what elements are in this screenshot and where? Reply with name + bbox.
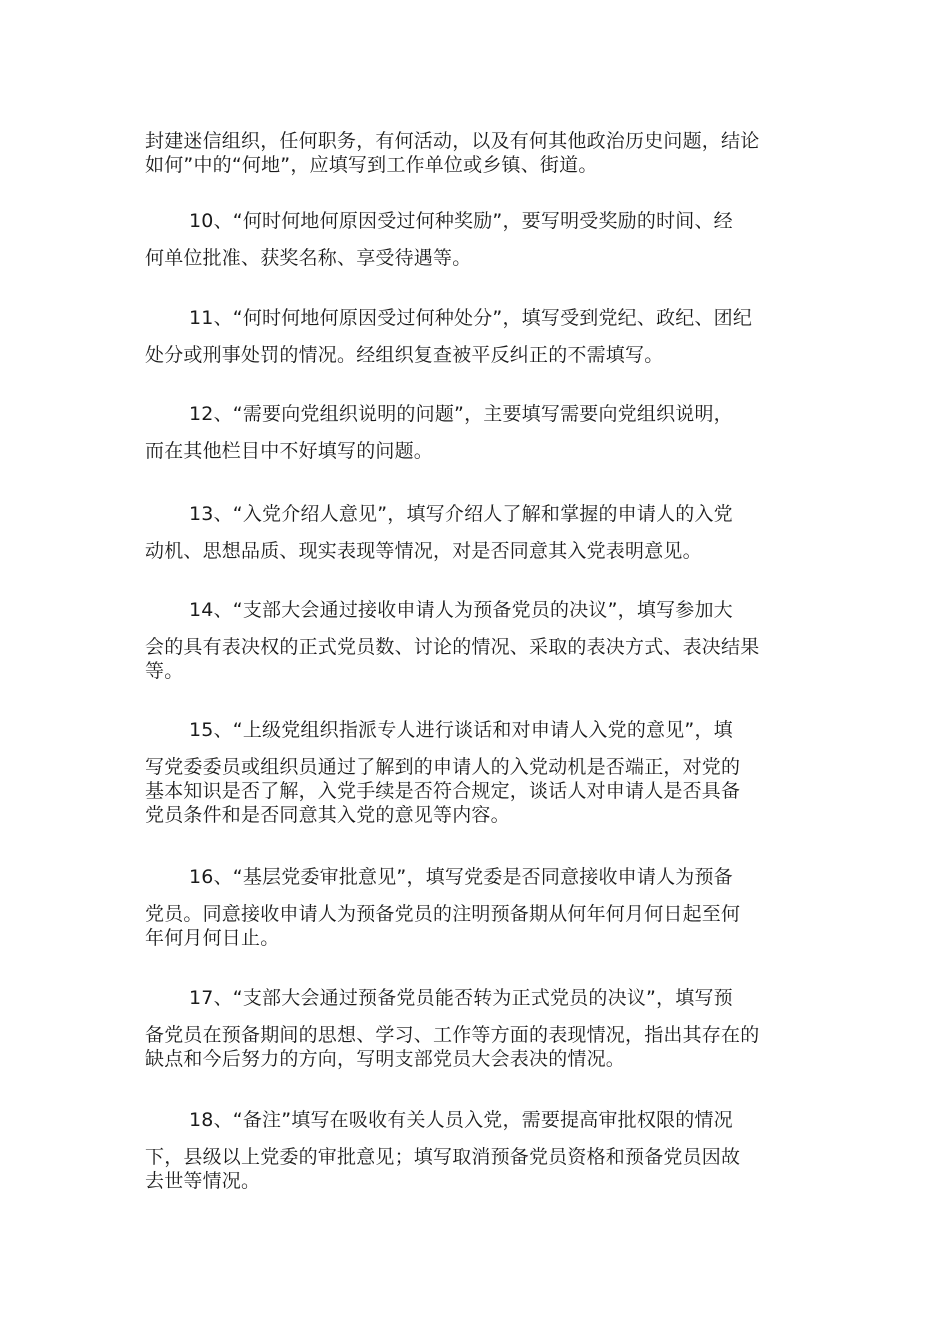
paragraph-line: 动机、思想品质、现实表现等情况，对是否同意其入党表明意见。: [145, 540, 702, 562]
paragraph-line: 14、“支部大会通过接收申请人为预备党员的决议”，填写参加大: [189, 599, 733, 621]
paragraph-line: 12、“需要向党组织说明的问题”，主要填写需要向党组织说明，: [189, 403, 733, 425]
paragraph-line: 10、“何时何地何原因受过何种奖励”，要写明受奖励的时间、经: [189, 210, 733, 232]
paragraph-item-10: [145, 209, 810, 270]
paragraph-line: 处分或刑事处罚的情况。经组织复查被平反纠正的不需填写。: [145, 344, 664, 366]
paragraph-line: 何单位批准、获奖名称、享受待遇等。: [145, 247, 472, 269]
paragraph-line: 年何月何日止。: [145, 927, 280, 949]
paragraph-line: 如何”中的“何地”，应填写到工作单位或乡镇、街道。: [145, 154, 598, 176]
paragraph-line: 去世等情况。: [145, 1170, 261, 1192]
paragraph-item-11: [145, 306, 810, 367]
paragraph-line: 基本知识是否了解，入党手续是否符合规定，谈话人对申请人是否具备: [145, 780, 741, 802]
paragraph-line: 17、“支部大会通过预备党员能否转为正式党员的决议”，填写预: [189, 987, 733, 1009]
paragraph-line: 封建迷信组织，任何职务，有何活动，以及有何其他政治历史问题，结论: [145, 130, 760, 152]
paragraph-line: 而在其他栏目中不好填写的问题。: [145, 440, 434, 462]
paragraph-line: 党员条件和是否同意其入党的意见等内容。: [145, 804, 510, 826]
paragraph-line: 11、“何时何地何原因受过何种处分”，填写受到党纪、政纪、团纪: [189, 307, 753, 329]
paragraph-line: 16、“基层党委审批意见”，填写党委是否同意接收申请人为预备: [189, 866, 733, 888]
paragraph-line: 党员。同意接收申请人为预备党员的注明预备期从何年何月何日起至何: [145, 903, 741, 925]
paragraph-item-16: [145, 865, 810, 950]
paragraph-item-15: [145, 718, 810, 827]
paragraph-line: 下，县级以上党委的审批意见；填写取消预备党员资格和预备党员因故: [145, 1146, 741, 1168]
paragraph-line: 写党委委员或组织员通过了解到的申请人的入党动机是否端正，对党的: [145, 756, 741, 778]
paragraph-item-14: [145, 598, 810, 683]
paragraph-item-9-continuation: [145, 129, 810, 177]
paragraph-line: 18、“备注”填写在吸收有关人员入党，需要提高审批权限的情况: [189, 1109, 733, 1131]
paragraph-item-17: [145, 986, 810, 1071]
paragraph-line: 会的具有表决权的正式党员数、讨论的情况、采取的表决方式、表决结果: [145, 636, 760, 658]
paragraph-item-13: [145, 502, 810, 563]
paragraph-item-12: [145, 402, 810, 463]
paragraph-item-18: [145, 1108, 810, 1193]
paragraph-line: 等。: [145, 660, 184, 682]
paragraph-line: 15、“上级党组织指派专人进行谈话和对申请人入党的意见”，填: [189, 719, 733, 741]
paragraph-line: 缺点和今后努力的方向，写明支部党员大会表决的情况。: [145, 1048, 626, 1070]
paragraph-line: 备党员在预备期间的思想、学习、工作等方面的表现情况，指出其存在的: [145, 1024, 760, 1046]
paragraph-line: 13、“入党介绍人意见”，填写介绍人了解和掌握的申请人的入党: [189, 503, 733, 525]
